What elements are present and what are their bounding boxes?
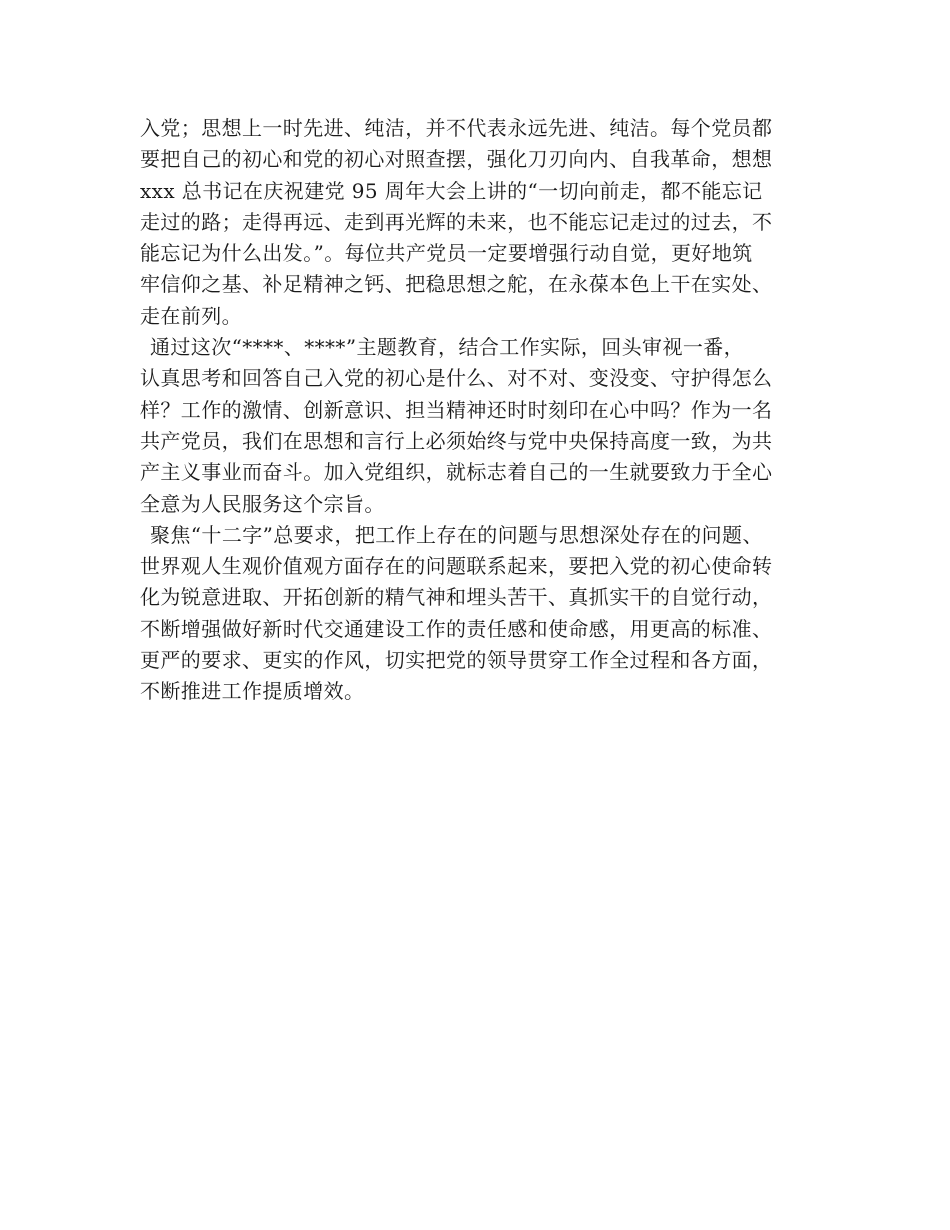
- text-line: 走在前列。: [140, 303, 242, 328]
- text-line: xxx 总书记在庆祝建党 95 周年大会上讲的“一切向前走，都不能忘记: [140, 178, 763, 203]
- text-line: 全意为人民服务这个宗旨。: [140, 491, 385, 516]
- text-line: 聚焦“十二字”总要求，把工作上存在的问题与思想深处存在的问题、: [150, 522, 763, 547]
- text-line: 能忘记为什么出发。”。每位共产党员一定要增强行动自觉，更好地筑: [140, 241, 753, 266]
- text-line: 不断增强做好新时代交通建设工作的责任感和使命感，用更高的标准、: [140, 616, 773, 641]
- text-line: 共产党员，我们在思想和言行上必须始终与党中央保持高度一致，为共: [140, 428, 773, 453]
- text-line: 更严的要求、更实的作风，切实把党的领导贯穿工作全过程和各方面，: [140, 648, 773, 673]
- text-line: 化为锐意进取、开拓创新的精气神和埋头苦干、真抓实干的自觉行动，: [140, 585, 773, 610]
- text-line: 世界观人生观价值观方面存在的问题联系起来，要把入党的初心使命转: [140, 554, 773, 579]
- text-line: 通过这次“****、****”主题教育，结合工作实际，回头审视一番，: [150, 335, 745, 360]
- text-line: 入党；思想上一时先进、纯洁，并不代表永远先进、纯洁。每个党员都: [140, 116, 773, 140]
- text-line: 产主义事业而奋斗。加入党组织，就标志着自己的一生就要致力于全心: [140, 460, 773, 485]
- text-line: 样？工作的激情、创新意识、担当精神还时时刻印在心中吗？作为一名: [140, 397, 773, 422]
- text-line: 认真思考和回答自己入党的初心是什么、对不对、变没变、守护得怎么: [140, 366, 773, 391]
- text-line: 走过的路；走得再远、走到再光辉的未来，也不能忘记走过的过去，不: [140, 209, 773, 234]
- paragraph-3: [140, 520, 830, 708]
- text-line: 牢信仰之基、补足精神之钙、把稳思想之舵，在永葆本色上干在实处、: [140, 272, 773, 297]
- text-line: 不断推进工作提质增效。: [140, 679, 365, 704]
- paragraph-2: [140, 332, 830, 520]
- document-body: [140, 113, 830, 708]
- paragraph-1: [140, 113, 830, 332]
- text-line: 要把自己的初心和党的初心对照查摆，强化刀刃向内、自我革命，想想: [140, 147, 773, 172]
